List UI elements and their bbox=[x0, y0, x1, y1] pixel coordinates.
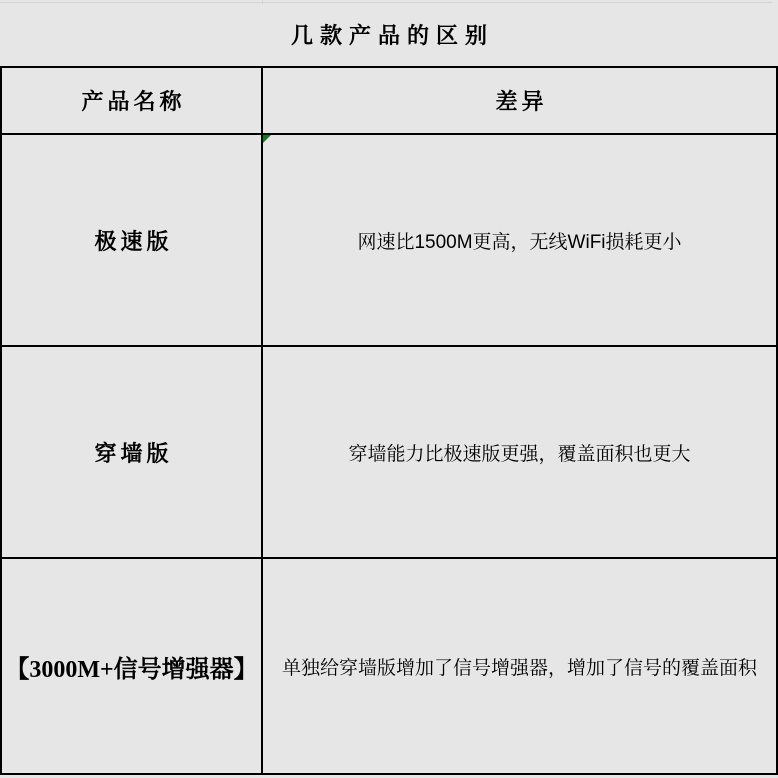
cell-diff-chuanqiangban[interactable] bbox=[263, 347, 776, 559]
header-cell-difference[interactable] bbox=[263, 68, 776, 135]
cell-diff-jisuban[interactable] bbox=[263, 135, 776, 347]
comparison-table bbox=[0, 66, 778, 775]
diff-text-chuanqiangban: 穿墙能力比极速版更强，覆盖面积也更大 bbox=[348, 443, 691, 465]
cell-error-indicator-icon[interactable] bbox=[263, 135, 271, 143]
cell-product-signal-booster[interactable] bbox=[2, 559, 263, 773]
diff-text-jisuban: 网速比1500M更高，无线WiFi损耗更小 bbox=[357, 231, 682, 253]
diff-text-signal-booster: 单独给穿墙版增加了信号增强器，增加了信号的覆盖面积 bbox=[281, 657, 757, 679]
cell-product-chuanqiangban[interactable] bbox=[2, 347, 263, 559]
cell-product-jisuban[interactable] bbox=[2, 135, 263, 347]
product-name-jisuban: 极速版 bbox=[94, 228, 173, 254]
header-label-difference: 差异 bbox=[495, 89, 548, 114]
header-cell-product-name[interactable] bbox=[2, 68, 263, 135]
table-title-cell[interactable] bbox=[0, 3, 778, 66]
product-name-chuanqiangban: 穿墙版 bbox=[94, 440, 173, 466]
cell-diff-signal-booster[interactable] bbox=[263, 559, 776, 773]
table-title: 几款产品的区别 bbox=[290, 23, 494, 48]
header-label-product-name: 产品名称 bbox=[81, 89, 186, 114]
product-name-signal-booster: 【3000M+信号增强器】 bbox=[5, 656, 258, 683]
